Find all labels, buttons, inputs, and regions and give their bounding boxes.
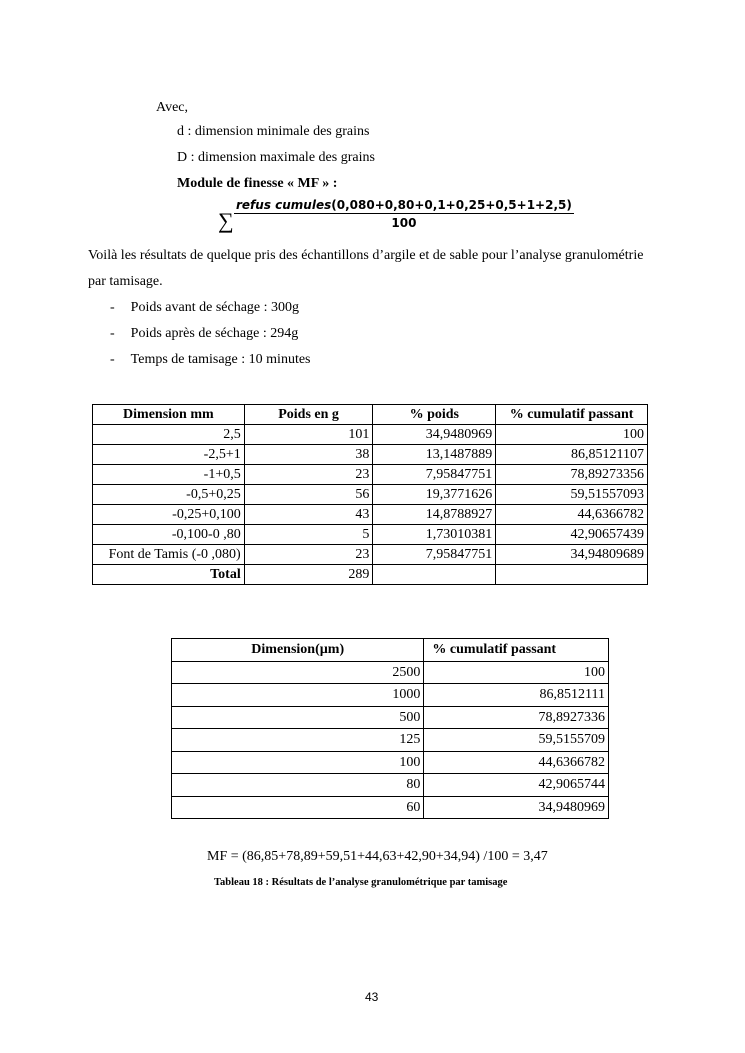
table-cell: 19,3771626 <box>373 485 496 505</box>
table-cell: 42,9065744 <box>424 774 609 797</box>
table-row <box>93 525 648 545</box>
table-cell: 86,8512111 <box>424 684 609 707</box>
formula-numerator-terms: (0,080+0,80+0,1+0,25+0,5+1+2,5) <box>331 198 572 212</box>
table-cell: 34,9480969 <box>373 425 496 445</box>
table-cell: 2500 <box>172 661 424 684</box>
header-pct-poids: % poids <box>373 405 496 425</box>
table-cell: 38 <box>244 445 373 465</box>
paragraph-line-2: par tamisage. <box>88 274 163 289</box>
formula-denominator: 100 <box>391 216 417 230</box>
table-cell: 23 <box>244 545 373 565</box>
table-row <box>93 485 648 505</box>
table-cell: -1+0,5 <box>93 465 245 485</box>
table-cell: 44,6366782 <box>496 505 648 525</box>
table-cell: 59,51557093 <box>496 485 648 505</box>
header-cumulatif: % cumulatif passant <box>424 639 609 662</box>
table-cell: 100 <box>496 425 648 445</box>
table-row <box>93 465 648 485</box>
table-cell: 101 <box>244 425 373 445</box>
table-row <box>172 751 609 774</box>
table-row <box>93 505 648 525</box>
table-cell: 23 <box>244 465 373 485</box>
table-row <box>172 729 609 752</box>
sigma-symbol: ∑ <box>218 208 234 233</box>
table-row <box>93 545 648 565</box>
table-cell: -2,5+1 <box>93 445 245 465</box>
mf-heading: Module de finesse « MF » : <box>177 176 338 191</box>
table-cell: 5 <box>244 525 373 545</box>
bullet-item: - Poids après de séchage : 294g <box>110 326 299 341</box>
header-poids: Poids en g <box>244 405 373 425</box>
table-cell: 80 <box>172 774 424 797</box>
table-cell: 34,94809689 <box>496 545 648 565</box>
table-cell: 500 <box>172 706 424 729</box>
bullet-item: - Poids avant de séchage : 300g <box>110 300 300 315</box>
table-cell: 100 <box>172 751 424 774</box>
D-definition: D : dimension maximale des grains <box>177 150 375 165</box>
table-row <box>172 774 609 797</box>
table-cell: -0,25+0,100 <box>93 505 245 525</box>
table-row <box>172 706 609 729</box>
table-cell <box>496 565 648 585</box>
table-cell: Total <box>93 565 245 585</box>
table-cell: 289 <box>244 565 373 585</box>
table-cell: 7,95847751 <box>373 545 496 565</box>
table-caption: Tableau 18 : Résultats de l’analyse granulométrique par tamisage <box>214 877 508 888</box>
table-cell: 34,9480969 <box>424 796 609 819</box>
header-dimension: Dimension mm <box>93 405 245 425</box>
table-cell: 7,95847751 <box>373 465 496 485</box>
table-cell: 13,1487889 <box>373 445 496 465</box>
table-cell: 60 <box>172 796 424 819</box>
avec-label: Avec, <box>156 100 188 115</box>
table-row <box>93 445 648 465</box>
table-cell: Font de Tamis (-0 ,080) <box>93 545 245 565</box>
formula-numerator-label: refus cumules <box>236 198 332 212</box>
total-row <box>93 565 648 585</box>
table-cell: 78,8927336 <box>424 706 609 729</box>
table-row <box>172 661 609 684</box>
table-cell: 44,6366782 <box>424 751 609 774</box>
table-cell: 100 <box>424 661 609 684</box>
table-row <box>172 796 609 819</box>
cumulative-passing-table <box>171 638 609 819</box>
table-header-row <box>172 639 609 662</box>
table-cell: 86,85121107 <box>496 445 648 465</box>
bullet-item: - Temps de tamisage : 10 minutes <box>110 352 311 367</box>
paragraph-line-1: Voilà les résultats de quelque pris des échantillons d’argile et de sable pour l’analyse granulométrie <box>88 248 644 263</box>
table-cell: 14,8788927 <box>373 505 496 525</box>
sieve-results-table <box>92 404 648 585</box>
table-row <box>93 425 648 445</box>
table-cell: 42,90657439 <box>496 525 648 545</box>
d-definition: d : dimension minimale des grains <box>177 124 370 139</box>
header-dimension-um: Dimension(µm) <box>172 639 424 662</box>
table-cell: 1000 <box>172 684 424 707</box>
table-cell <box>373 565 496 585</box>
table-cell: 43 <box>244 505 373 525</box>
table-cell: 56 <box>244 485 373 505</box>
table-cell: 59,5155709 <box>424 729 609 752</box>
table-cell: 1,73010381 <box>373 525 496 545</box>
table-row <box>172 684 609 707</box>
table-cell: 2,5 <box>93 425 245 445</box>
table-cell: -0,5+0,25 <box>93 485 245 505</box>
header-cumulatif: % cumulatif passant <box>496 405 648 425</box>
table-header-row <box>93 405 648 425</box>
table-cell: 78,89273356 <box>496 465 648 485</box>
mf-result: MF = (86,85+78,89+59,51+44,63+42,90+34,94) /100 = 3,47 <box>207 849 548 864</box>
page-number: 43 <box>365 990 379 1004</box>
table-cell: 125 <box>172 729 424 752</box>
table-cell: -0,100-0 ,80 <box>93 525 245 545</box>
